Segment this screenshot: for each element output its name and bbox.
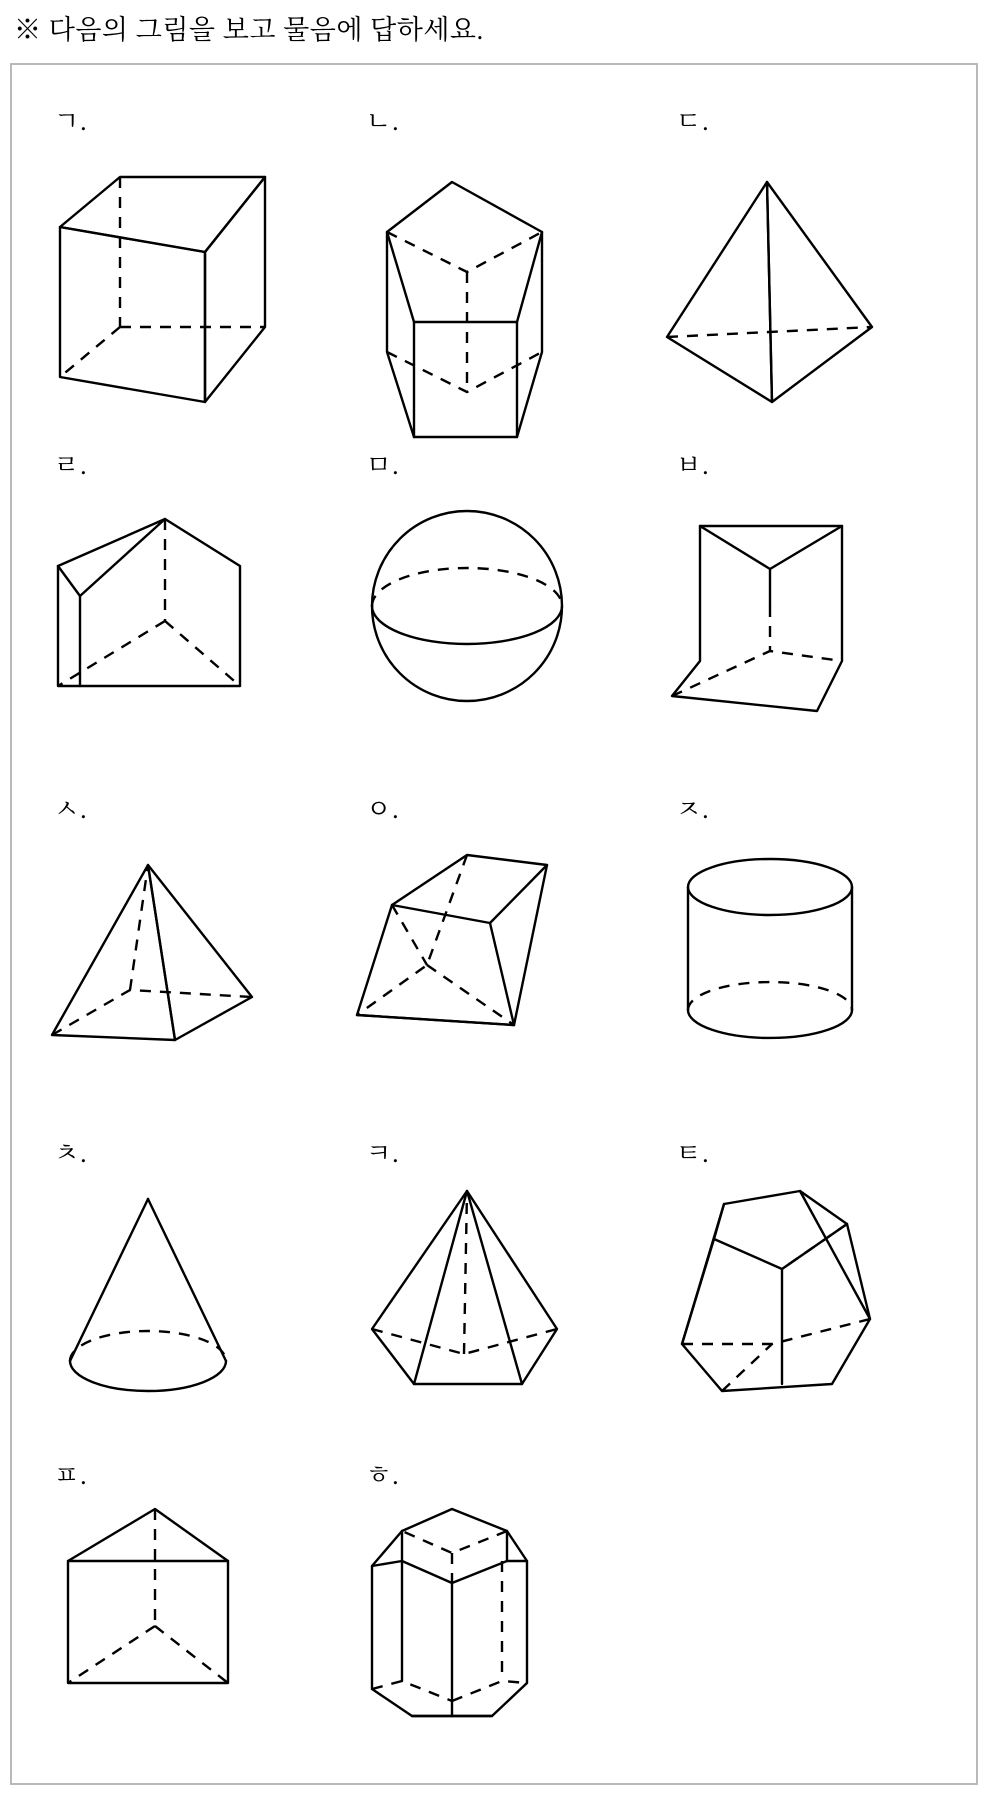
figure-item-square-frustum (342, 789, 662, 1129)
figure-art-triangular-pyramid (652, 137, 972, 437)
figure-art-pentagonal-pyramid (342, 1169, 662, 1469)
figure-label: ㅍ. (54, 1461, 88, 1490)
figure-item-cylinder (652, 789, 972, 1129)
figure-label: ㅁ. (366, 451, 400, 480)
figure-label: ㄴ. (366, 107, 400, 136)
figure-label: ㅋ. (366, 1139, 400, 1168)
figure-label: ㅅ. (54, 795, 88, 824)
figure-label: ㄷ. (676, 107, 710, 136)
figure-art-hexagonal-prism (342, 1491, 662, 1791)
figure-item-triangular-prism-upright (652, 445, 972, 785)
figure-label: ㄱ. (54, 107, 88, 136)
figure-art-cone (30, 1169, 350, 1469)
figure-art-triangular-prism (30, 1491, 350, 1791)
figure-item-pentagonal-pyramid (342, 1133, 662, 1473)
figure-item-square-pyramid (30, 789, 350, 1129)
figure-item-sphere (342, 445, 662, 785)
figure-label: ㅌ. (676, 1139, 710, 1168)
figure-art-cylinder (652, 825, 972, 1125)
figure-item-pentagonal-prism (342, 101, 662, 441)
figure-item-cone (30, 1133, 350, 1473)
figure-art-square-frustum (342, 825, 662, 1125)
figure-art-pentagonal-prism (342, 137, 662, 437)
figure-art-triangular-prism-upright (652, 481, 972, 781)
figure-label: ㅎ. (366, 1461, 400, 1490)
figure-art-cube (30, 137, 350, 437)
figure-label: ㅈ. (676, 795, 710, 824)
figure-art-pentagonal-frustum (652, 1169, 972, 1469)
figure-label: ㅊ. (54, 1139, 88, 1168)
figure-item-triangular-pyramid (652, 101, 972, 441)
figure-art-triangular-prism-slanted (30, 481, 350, 781)
figure-label: ㅂ. (676, 451, 710, 480)
figure-panel (10, 63, 978, 1785)
figure-grid (12, 65, 976, 1783)
figure-art-square-pyramid (30, 825, 350, 1125)
instruction-text: ※ 다음의 그림을 보고 물음에 답하세요. (14, 15, 484, 45)
figure-art-sphere (342, 481, 662, 781)
figure-label: ㅇ. (366, 795, 400, 824)
figure-item-triangular-prism (30, 1455, 350, 1795)
figure-label: ㄹ. (54, 451, 88, 480)
figure-item-cube (30, 101, 350, 441)
figure-item-hexagonal-prism (342, 1455, 662, 1795)
figure-item-pentagonal-frustum (652, 1133, 972, 1473)
figure-item-triangular-prism-slanted (30, 445, 350, 785)
